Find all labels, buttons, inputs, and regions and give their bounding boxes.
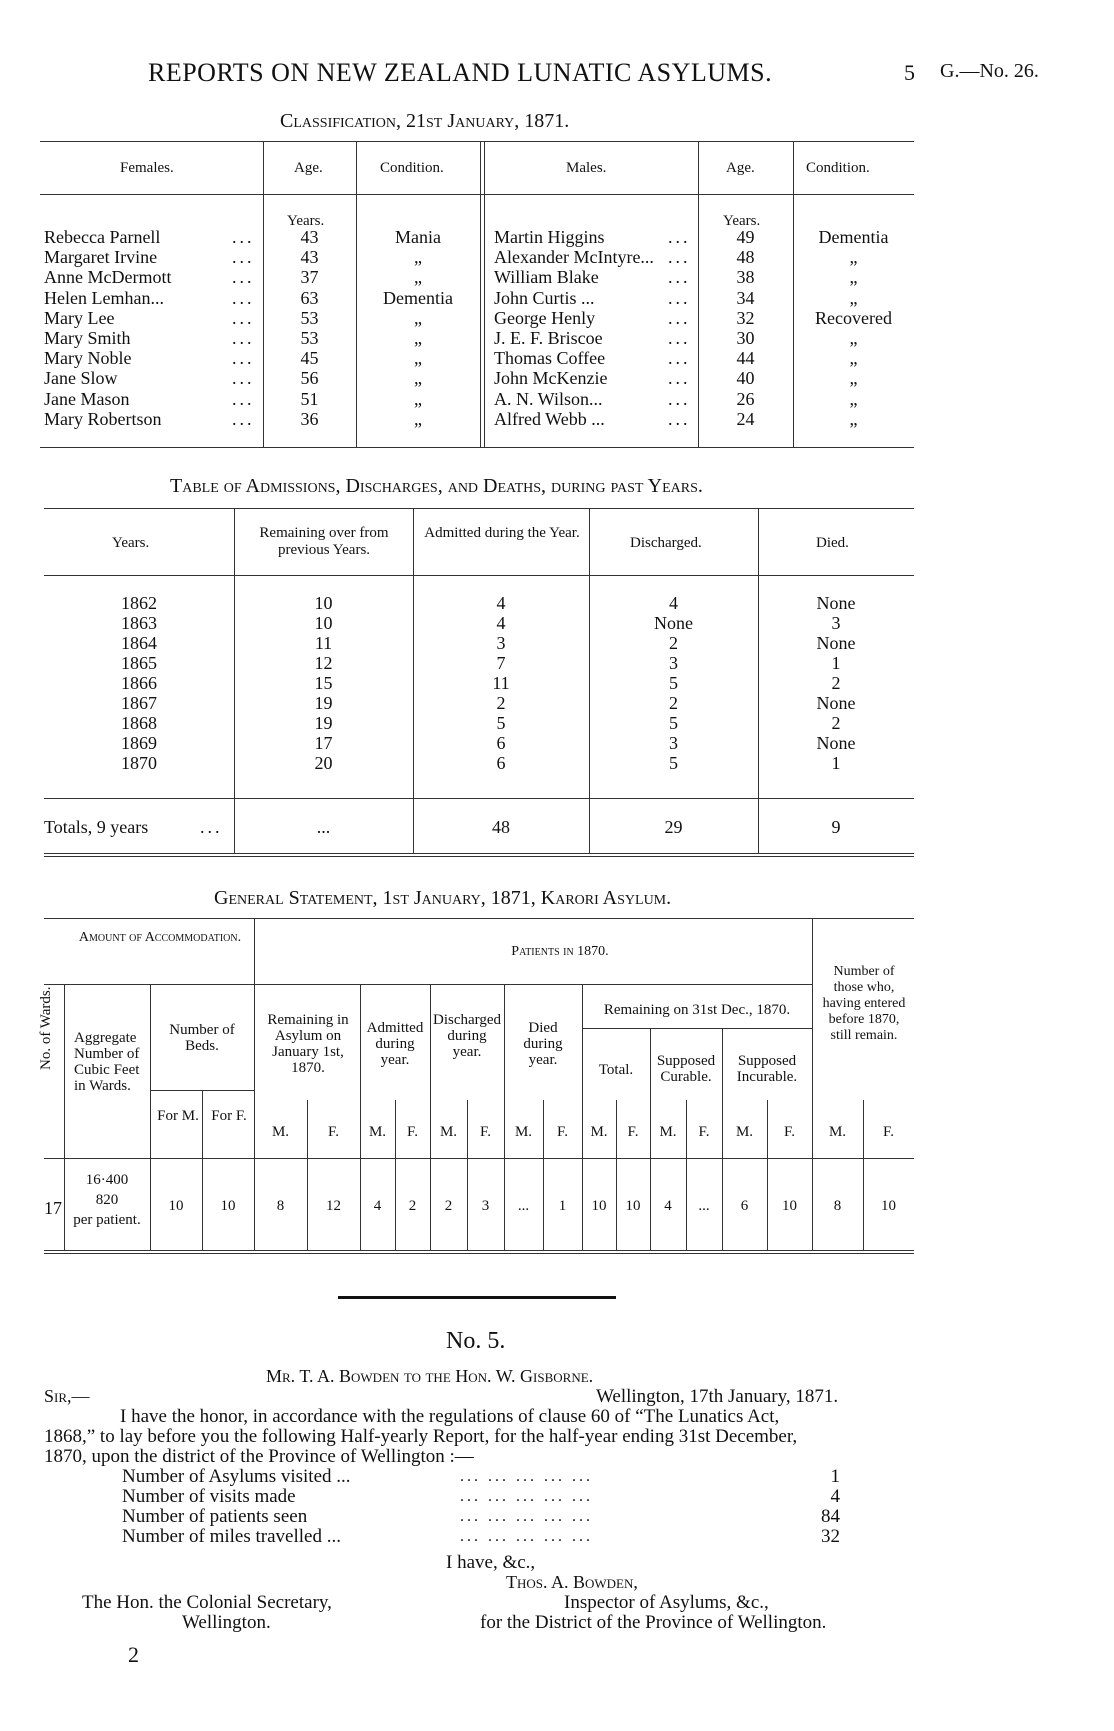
gen-mf-header-m: M. bbox=[514, 1124, 533, 1140]
gen-header-incurable: Supposed Incurable. bbox=[736, 1053, 798, 1085]
gen-val-dis-f: 3 bbox=[481, 1198, 490, 1214]
col-header-age-males: Age. bbox=[726, 160, 755, 176]
female-condition: „ bbox=[414, 328, 422, 348]
adm-admitted: 3 bbox=[496, 633, 506, 653]
adm-discharged: 3 bbox=[669, 733, 678, 753]
adm-died: 3 bbox=[831, 613, 841, 633]
male-condition: „ bbox=[849, 388, 858, 409]
gen-header-admitted: Admitted during year. bbox=[366, 1020, 424, 1068]
adm-admitted: 2 bbox=[496, 693, 506, 713]
gen-val-adm-m: 4 bbox=[373, 1198, 382, 1214]
male-leader-dots: ... bbox=[668, 408, 691, 429]
adm-remaining: 11 bbox=[314, 633, 333, 653]
gen-val-inc-f: 10 bbox=[782, 1198, 797, 1214]
male-name: Alexander McIntyre... bbox=[494, 247, 654, 268]
letter-addressee-1: The Hon. the Colonial Secretary, bbox=[82, 1592, 332, 1613]
gen-header-for-f: For F. bbox=[211, 1108, 247, 1124]
gen-mf-header-f: F. bbox=[407, 1124, 418, 1140]
adm-header-years: Years. bbox=[112, 535, 150, 551]
adm-discharged: 5 bbox=[669, 673, 678, 693]
adm-remaining: 12 bbox=[314, 653, 333, 673]
gen-mf-header-f: F. bbox=[480, 1124, 491, 1140]
male-name: John Curtis ... bbox=[494, 287, 595, 308]
adm-remaining: 20 bbox=[314, 753, 333, 773]
female-name: Mary Smith bbox=[44, 328, 131, 348]
male-condition: „ bbox=[849, 368, 858, 389]
gen-val-beds-m: 10 bbox=[168, 1198, 184, 1214]
admissions-caption: Table of Admissions, Discharges, and Deaths, during past Years. bbox=[170, 475, 703, 497]
female-name: Anne McDermott bbox=[44, 267, 172, 288]
male-age: 48 bbox=[736, 247, 755, 268]
gen-header-wards: No. of Wards. bbox=[38, 986, 54, 1070]
female-condition: „ bbox=[414, 307, 422, 328]
gen-val-tot-m: 10 bbox=[591, 1198, 607, 1214]
adm-remaining: 10 bbox=[314, 593, 333, 613]
male-leader-dots: ... bbox=[668, 388, 691, 409]
male-age: 40 bbox=[736, 368, 755, 389]
male-leader-dots: ... bbox=[668, 267, 691, 288]
female-age: 63 bbox=[300, 287, 319, 308]
adm-died: None bbox=[816, 733, 856, 753]
adm-year: 1865 bbox=[121, 653, 157, 673]
gen-val-ent-f: 10 bbox=[881, 1198, 896, 1214]
adm-discharged: 4 bbox=[669, 593, 678, 613]
male-condition: Dementia bbox=[818, 227, 889, 247]
female-name: Margaret Irvine bbox=[44, 247, 158, 268]
totals-discharged: 29 bbox=[664, 817, 683, 837]
gen-val-beds-f: 10 bbox=[220, 1198, 236, 1214]
adm-remaining: 10 bbox=[314, 613, 333, 633]
adm-died: None bbox=[816, 593, 856, 613]
totals-admitted: 48 bbox=[492, 817, 510, 837]
gen-val-cubic-3: per patient. bbox=[73, 1212, 141, 1228]
male-leader-dots: ... bbox=[668, 227, 691, 247]
adm-header-remaining: Remaining over from previous Years. bbox=[259, 525, 389, 558]
adm-year: 1869 bbox=[121, 733, 157, 753]
adm-remaining: 19 bbox=[314, 693, 333, 713]
female-leader-dots: ... bbox=[232, 307, 255, 328]
adm-header-discharged: Discharged. bbox=[630, 535, 702, 551]
stat-label: Number of patients seen bbox=[122, 1506, 308, 1527]
gen-val-died-m: ... bbox=[517, 1198, 530, 1214]
male-leader-dots: ... bbox=[668, 287, 691, 308]
male-name: George Henly bbox=[494, 307, 596, 328]
female-age: 53 bbox=[300, 307, 319, 328]
adm-remaining: 19 bbox=[314, 713, 333, 733]
male-name: William Blake bbox=[494, 267, 599, 288]
female-age: 53 bbox=[300, 328, 319, 348]
male-condition: „ bbox=[849, 287, 858, 308]
gen-val-adm-f: 2 bbox=[408, 1198, 417, 1214]
totals-remaining: ... bbox=[316, 817, 331, 837]
male-age: 34 bbox=[736, 287, 755, 308]
adm-admitted: 6 bbox=[496, 753, 506, 773]
section-separator bbox=[338, 1296, 616, 1299]
stat-label: Number of miles travelled ... bbox=[122, 1526, 341, 1547]
male-name: Martin Higgins bbox=[494, 227, 605, 247]
adm-discharged: 5 bbox=[669, 713, 678, 733]
male-condition: Recovered bbox=[815, 307, 892, 328]
female-leader-dots: ... bbox=[232, 287, 255, 308]
gen-val-rem-f: 12 bbox=[326, 1198, 341, 1214]
female-age: 45 bbox=[300, 348, 319, 369]
adm-admitted: 4 bbox=[496, 593, 506, 613]
stat-label: Number of visits made bbox=[122, 1486, 296, 1507]
totals-died: 9 bbox=[831, 817, 841, 837]
stat-leader-dots: ... ... ... ... ... bbox=[460, 1488, 593, 1505]
document-reference: G.—No. 26. bbox=[940, 60, 1039, 82]
gen-val-dis-m: 2 bbox=[444, 1198, 453, 1214]
adm-admitted: 11 bbox=[492, 673, 510, 693]
adm-year: 1868 bbox=[121, 713, 157, 733]
female-condition: Mania bbox=[395, 227, 441, 247]
gen-mf-header-f: F. bbox=[883, 1124, 894, 1140]
male-age: 30 bbox=[736, 328, 755, 348]
adm-died: 1 bbox=[831, 653, 841, 673]
gen-mf-header-f: F. bbox=[784, 1124, 795, 1140]
female-name: Mary Noble bbox=[44, 348, 132, 369]
adm-discharged: None bbox=[654, 613, 693, 633]
male-name: Thomas Coffee bbox=[494, 348, 606, 369]
male-leader-dots: ... bbox=[668, 348, 691, 369]
adm-died: 2 bbox=[831, 673, 841, 693]
adm-discharged: 2 bbox=[669, 633, 678, 653]
gen-val-died-f: 1 bbox=[558, 1198, 567, 1214]
adm-year: 1867 bbox=[121, 693, 157, 713]
gen-mf-header-f: F. bbox=[328, 1124, 339, 1140]
gen-val-cubic-2: 820 bbox=[95, 1192, 119, 1208]
male-condition: „ bbox=[849, 408, 858, 429]
female-leader-dots: ... bbox=[232, 328, 255, 348]
female-age: 43 bbox=[300, 227, 319, 247]
female-condition: „ bbox=[414, 348, 422, 369]
female-name: Mary Robertson bbox=[44, 408, 162, 429]
gen-header-discharged: Discharged during year. bbox=[433, 1012, 502, 1060]
female-leader-dots: ... bbox=[232, 388, 255, 409]
stat-leader-dots: ... ... ... ... ... bbox=[460, 1508, 593, 1525]
stat-value: 1 bbox=[830, 1466, 840, 1487]
gen-header-entered: Number of those who, having entered before 1870, still remain. bbox=[822, 964, 906, 1043]
female-age: 56 bbox=[300, 368, 319, 389]
stat-label: Number of Asylums visited ... bbox=[122, 1466, 351, 1487]
gen-val-cubic-1: 16·400 bbox=[85, 1172, 129, 1188]
gen-mf-header-m: M. bbox=[271, 1124, 290, 1140]
years-label-males: Years. bbox=[723, 213, 761, 229]
female-name: Jane Slow bbox=[44, 368, 118, 389]
col-header-females: Females. bbox=[120, 160, 174, 176]
female-condition: „ bbox=[414, 388, 422, 409]
female-age: 51 bbox=[300, 388, 319, 409]
letter-body-2: 1868,” to lay before you the following Half-yearly Report, for the half-year ending 31st December, bbox=[44, 1426, 798, 1447]
female-age: 37 bbox=[300, 267, 319, 288]
male-age: 32 bbox=[736, 307, 755, 328]
stat-leader-dots: ... ... ... ... ... bbox=[460, 1528, 593, 1545]
adm-header-died: Died. bbox=[816, 535, 849, 551]
male-leader-dots: ... bbox=[668, 368, 691, 389]
general-caption: General Statement, 1st January, 1871, Karori Asylum. bbox=[214, 887, 672, 909]
adm-header-admitted: Admitted during the Year. bbox=[424, 525, 580, 541]
adm-admitted: 5 bbox=[496, 713, 506, 733]
gen-mf-header-m: M. bbox=[368, 1124, 387, 1140]
adm-died: 2 bbox=[831, 713, 841, 733]
adm-died: None bbox=[816, 633, 856, 653]
male-age: 49 bbox=[736, 227, 755, 247]
male-condition: „ bbox=[849, 348, 858, 369]
stat-value: 32 bbox=[821, 1526, 840, 1547]
gen-header-total: Total. bbox=[598, 1062, 634, 1078]
male-age: 24 bbox=[736, 408, 755, 429]
col-header-age: Age. bbox=[294, 160, 323, 176]
male-age: 44 bbox=[736, 348, 755, 369]
male-name: John McKenzie bbox=[494, 368, 608, 389]
totals-label: Totals, 9 years bbox=[44, 817, 149, 837]
male-name: A. N. Wilson... bbox=[494, 388, 603, 409]
gen-val-rem-m: 8 bbox=[276, 1198, 285, 1214]
letter-addressee-2: Wellington. bbox=[182, 1612, 271, 1633]
adm-remaining: 15 bbox=[314, 673, 333, 693]
gen-val-cur-f: ... bbox=[698, 1198, 710, 1214]
female-condition: „ bbox=[414, 408, 422, 429]
gen-header-beds: Number of Beds. bbox=[169, 1022, 235, 1054]
totals-label-dots: ... bbox=[200, 817, 223, 837]
gen-mf-header-m: M. bbox=[735, 1124, 754, 1140]
female-leader-dots: ... bbox=[232, 348, 255, 369]
gen-val-inc-m: 6 bbox=[740, 1198, 749, 1214]
page-number: 5 bbox=[904, 60, 915, 85]
gen-val-cur-m: 4 bbox=[664, 1198, 672, 1214]
letter-body-3: 1870, upon the district of the Province of Wellington :— bbox=[44, 1446, 474, 1467]
adm-remaining: 17 bbox=[314, 733, 333, 753]
adm-year: 1866 bbox=[121, 673, 157, 693]
letter-signatory-title: Inspector of Asylums, &c., bbox=[564, 1592, 769, 1613]
stat-value: 4 bbox=[830, 1486, 840, 1507]
stat-value: 84 bbox=[821, 1506, 840, 1527]
letter-number: No. 5. bbox=[446, 1328, 506, 1354]
gen-mf-header-m: M. bbox=[590, 1124, 608, 1140]
col-header-condition-males: Condition. bbox=[806, 160, 870, 176]
adm-admitted: 6 bbox=[496, 733, 506, 753]
female-leader-dots: ... bbox=[232, 267, 255, 288]
years-label: Years. bbox=[287, 213, 325, 229]
adm-died: None bbox=[816, 693, 856, 713]
gen-header-curable: Supposed Curable. bbox=[656, 1053, 716, 1085]
gen-val-cubic bbox=[64, 1170, 150, 1230]
gen-val-ent-m: 8 bbox=[833, 1198, 842, 1214]
female-condition: Dementia bbox=[383, 287, 453, 308]
page-title: REPORTS ON NEW ZEALAND LUNATIC ASYLUMS. bbox=[148, 58, 773, 87]
letter-signatory: Thos. A. Bowden, bbox=[506, 1572, 638, 1592]
letter-closing: I have, &c., bbox=[446, 1552, 536, 1573]
adm-year: 1862 bbox=[121, 593, 157, 613]
classification-caption: Classification, 21st January, 1871. bbox=[280, 110, 570, 132]
female-condition: „ bbox=[414, 368, 422, 389]
gen-header-patients: Patients in 1870. bbox=[511, 944, 609, 959]
gen-header-accommodation: Amount of Accommodation. bbox=[78, 930, 242, 945]
gen-header-died: Died during year. bbox=[523, 1020, 563, 1068]
female-age: 43 bbox=[300, 247, 319, 268]
letter-body-1: I have the honor, in accordance with the regulations of clause 60 of “The Lunatics Act, bbox=[120, 1406, 780, 1427]
adm-discharged: 2 bbox=[669, 693, 678, 713]
adm-admitted: 7 bbox=[496, 653, 506, 673]
gen-header-remaining: Remaining in Asylum on January 1st, 1870. bbox=[267, 1012, 349, 1076]
gen-mf-header-f: F. bbox=[698, 1124, 710, 1140]
male-leader-dots: ... bbox=[668, 247, 691, 268]
female-leader-dots: ... bbox=[232, 408, 255, 429]
female-name: Jane Mason bbox=[44, 388, 130, 409]
gen-mf-header-m: M. bbox=[659, 1124, 677, 1140]
letter-signatory-district: for the District of the Province of Wellington. bbox=[480, 1612, 827, 1633]
female-name: Mary Lee bbox=[44, 307, 115, 328]
female-leader-dots: ... bbox=[232, 227, 255, 247]
adm-year: 1864 bbox=[121, 633, 157, 653]
letter-salutation: Sir,— bbox=[44, 1386, 90, 1406]
adm-discharged: 3 bbox=[669, 653, 678, 673]
gen-val-wards: 17 bbox=[44, 1198, 62, 1218]
adm-admitted: 4 bbox=[496, 613, 506, 633]
letter-date: Wellington, 17th January, 1871. bbox=[596, 1386, 839, 1407]
col-header-condition: Condition. bbox=[380, 160, 444, 176]
adm-died: 1 bbox=[831, 753, 841, 773]
male-condition: „ bbox=[849, 247, 858, 268]
gen-mf-header-f: F. bbox=[557, 1124, 568, 1140]
male-name: Alfred Webb ... bbox=[494, 408, 605, 429]
gen-mf-header-m: M. bbox=[828, 1124, 847, 1140]
adm-year: 1870 bbox=[121, 753, 157, 773]
gen-header-for-m: For M. bbox=[157, 1108, 199, 1124]
adm-year: 1863 bbox=[121, 613, 157, 633]
male-leader-dots: ... bbox=[668, 328, 691, 348]
male-age: 26 bbox=[736, 388, 755, 409]
male-age: 38 bbox=[736, 267, 755, 288]
female-name: Rebecca Parnell bbox=[44, 227, 161, 247]
female-condition: „ bbox=[414, 247, 422, 268]
male-condition: „ bbox=[849, 267, 858, 288]
gen-header-aggregate: Aggregate Number of Cubic Feet in Wards. bbox=[74, 1030, 140, 1094]
footer-number: 2 bbox=[128, 1642, 139, 1667]
male-condition: „ bbox=[849, 328, 858, 348]
female-name: Helen Lemhan... bbox=[44, 287, 164, 308]
adm-discharged: 5 bbox=[669, 753, 678, 773]
gen-val-tot-f: 10 bbox=[625, 1198, 641, 1214]
female-leader-dots: ... bbox=[232, 368, 255, 389]
stat-leader-dots: ... ... ... ... ... bbox=[460, 1468, 593, 1485]
gen-mf-header-m: M. bbox=[439, 1124, 458, 1140]
male-name: J. E. F. Briscoe bbox=[494, 328, 603, 348]
letter-from-to: Mr. T. A. Bowden to the Hon. W. Gisborne. bbox=[266, 1366, 594, 1386]
gen-mf-header-f: F. bbox=[627, 1124, 639, 1140]
col-header-males: Males. bbox=[566, 160, 607, 176]
gen-header-remaining-31: Remaining on 31st Dec., 1870. bbox=[603, 1002, 791, 1018]
female-condition: „ bbox=[414, 267, 422, 288]
female-leader-dots: ... bbox=[232, 247, 255, 268]
female-age: 36 bbox=[300, 408, 319, 429]
male-leader-dots: ... bbox=[668, 307, 691, 328]
